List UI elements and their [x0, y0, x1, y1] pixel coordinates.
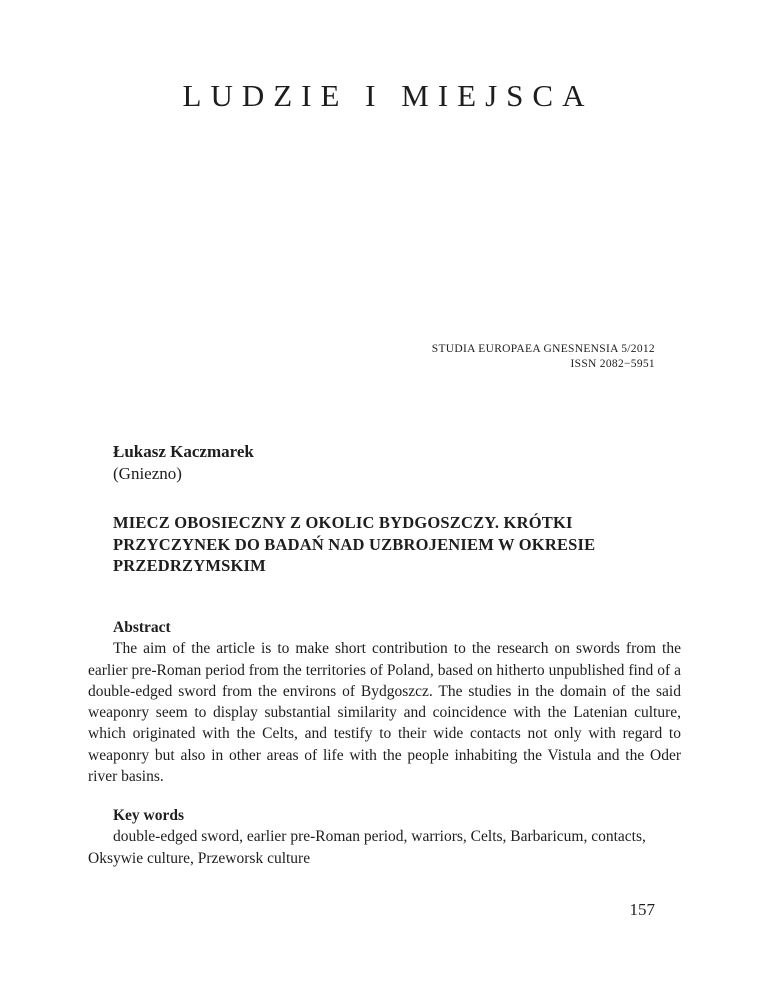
keywords-text: double-edged sword, earlier pre-Roman period, warriors, Celts, Barbaricum, contacts, Oksywie culture, Przeworsk culture: [88, 828, 646, 867]
article-title: MIECZ OBOSIECZNY Z OKOLIC BYDGOSZCZY. KRÓTKI PRZYCZYNEK DO BADAŃ NAD UZBROJENIEM W OKRESIE PRZEDRZYMSKIM: [113, 513, 596, 575]
author-name: Łukasz Kaczmarek: [113, 442, 254, 461]
keywords-heading: Key words: [113, 807, 185, 824]
page-number: 157: [629, 900, 655, 919]
abstract-section: [88, 617, 681, 787]
author-block: [113, 441, 254, 485]
abstract-heading: Abstract: [113, 619, 171, 636]
journal-issn: ISSN 2082−5951: [570, 358, 655, 370]
section-title: LUDZIE I MIEJSCA: [182, 78, 594, 113]
author-affiliation: (Gniezno): [113, 464, 182, 483]
keywords-section: [88, 805, 681, 869]
abstract-text: The aim of the article is to make short contribution to the research on swords from the earlier pre-Roman period from the territories of Poland, based on hitherto unpublished find of a double-edged sword from the environs of Bydgoszcz. The studies in the domain of the said weaponry seem to display substantial similarity and coincidence with the Latenian culture, which originated with the Celts, and testify to their wide contacts not only with regard to weaponry but also in other areas of life with the people inhabiting the Vistula and the Oder river basins.: [88, 640, 681, 786]
journal-info: [432, 342, 655, 372]
journal-name: STUDIA EUROPAEA GNESNENSIA 5/2012: [431, 343, 655, 355]
